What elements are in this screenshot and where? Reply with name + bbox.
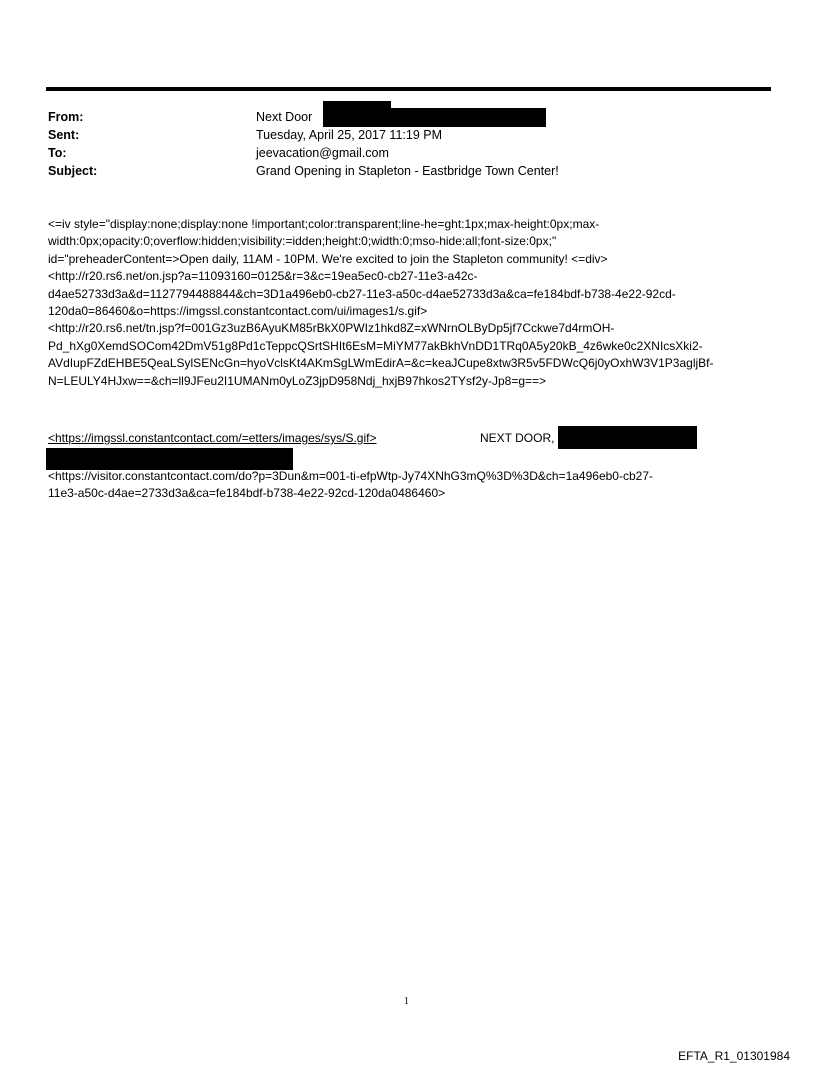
bates-number: EFTA_R1_01301984 <box>678 1049 790 1063</box>
redaction-bar <box>558 426 697 449</box>
body-line: <http://r20.rs6.net/on.jsp?a=11093160=0125&r=3&c=19ea5ec0-cb27-11e3-a42c- <box>48 269 478 284</box>
body-line: 11e3-a50c-d4ae=2733d3a&ca=fe184bdf-b738-4e22-92cd-120da0486460> <box>48 486 446 501</box>
to-label: To: <box>48 146 67 160</box>
from-value: Next Door <box>256 110 313 124</box>
body-line: d4ae52733d3a&d=1127794488844&ch=3D1a496eb0-cb27-11e3-a50c-d4ae52733d3a&ca=fe184bdf-b738-4e22-92cd- <box>48 286 676 301</box>
body-line: <https://visitor.constantcontact.com/do?p=3Dun&m=001-ti-efpWtp-Jy74XNhG3mQ%3D%3D&ch=1a496eb0-cb27- <box>48 469 653 483</box>
email-body-paragraph <box>48 216 768 390</box>
greeting: NEXT DOOR, <box>480 431 555 445</box>
body-line: <http://r20.rs6.net/tn.jsp?f=001Gz3uzB6AyuKM85rBkX0PWIz1hkd8Z=xWNrnOLByDp5jf7Cckwe7d4rmOH- <box>48 321 615 336</box>
body-line: <=iv style="display:none;display:none !important;color:transparent;line-he=ght:1px;max-height:0px;max- <box>48 217 600 231</box>
to-value: jeevacation@gmail.com <box>256 146 389 160</box>
sent-label: Sent: <box>48 128 80 142</box>
page-number: 1 <box>404 996 409 1007</box>
body-line: id="preheaderContent=>Open daily, 11AM - 10PM. We're excited to join the Stapleton community! <=div> <box>48 251 608 266</box>
body-line: width:0px;opacity:0;overflow:hidden;visibility:=idden;height:0;width:0;mso-hide:all;font-size:0px;" <box>48 234 557 249</box>
redaction-bar <box>323 108 546 127</box>
body-line: N=LEULY4HJxw==&ch=ll9JFeu2I1UMANm0yLoZ3jpD958Ndj_hxjB97hkos2TYsf2y-Jp8=g==> <box>48 373 547 388</box>
body-line: Pd_hXg0XemdSOCom42DmV51g8Pd1cTeppcQSrtSHIt6EsM=MiYM77akBkhVnDD1TRq0A5y20kB_4z6wke0c2XNIcsXki2- <box>48 338 703 353</box>
subject-label: Subject: <box>48 164 98 178</box>
body-line: AVdIupFZdEHBE5QeaLSylSENcGn=hyoVclsKt4AKmSgLWmEdirA=&c=keaJCupe8xtw3R5v5FDWcQ6j0yOxhW3V1P3agljBf- <box>48 356 714 371</box>
email-body-paragraph <box>48 468 768 503</box>
from-label: From: <box>48 110 84 124</box>
header-rule <box>46 87 771 91</box>
body-line: 120da0=86460&o=https://imgssl.constantcontact.com/ui/images1/s.gif> <box>48 303 428 318</box>
image-link[interactable]: <https://imgssl.constantcontact.com/=etters/images/sys/S.gif> <box>48 431 377 445</box>
subject-value: Grand Opening in Stapleton - Eastbridge Town Center! <box>256 164 559 178</box>
sent-value: Tuesday, April 25, 2017 11:19 PM <box>256 128 442 142</box>
redaction-bar <box>46 448 293 470</box>
